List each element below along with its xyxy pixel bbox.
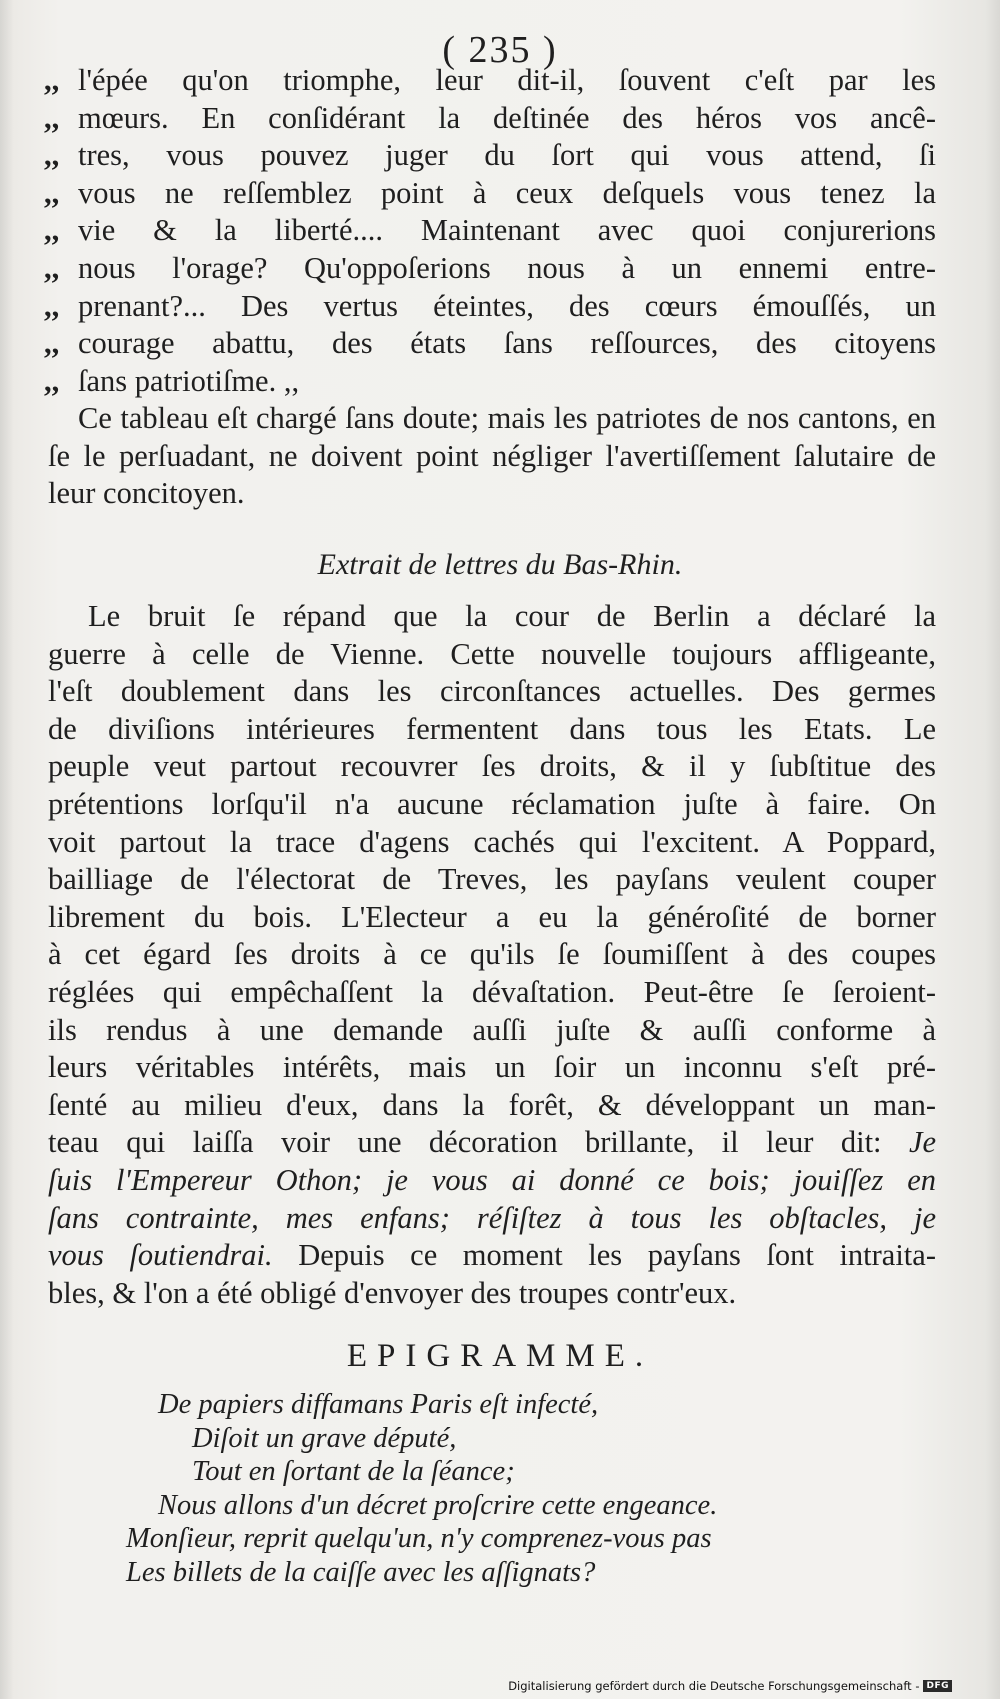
quote-line — [44, 250, 936, 288]
paragraph-line — [48, 636, 936, 674]
quote-line — [44, 363, 936, 401]
quote-line-text: vie & la liberté.... Maintenant avec quoi conjurerions — [78, 213, 936, 248]
line-text: leurs véritables intérêts, mais un ſoir un inconnu s'eſt pré- — [48, 1050, 936, 1085]
line-text: de diviſions intérieures fermentent dans tous les Etats. Le — [48, 711, 936, 746]
quote-line — [44, 212, 936, 250]
line-text: à cet égard ſes droits à ce qu'ils ſe ſoumiſſent à des coupes — [48, 937, 936, 972]
quote-line — [44, 137, 936, 175]
line-text: l'eſt doublement dans les circonſtances actuelles. Des germes — [48, 674, 936, 709]
line-text: bailliage de l'électorat de Treves, les payſans veulent couper — [48, 862, 936, 897]
paragraph-commentary: Ce tableau eſt chargé ſans doute; mais les patriotes de nos cantons, en ſe le perſuadant, ne doivent point négliger l'avertiſſement ſalutaire de leur concitoyen. — [48, 401, 936, 511]
paragraph-line — [48, 598, 936, 636]
line-text: peuple veut partout recouvrer ſes droits, & il y ſubſtitue des — [48, 749, 936, 784]
emperor-speech: ſuis l'Empereur Othon; je vous ai donné ce bois; jouiſſez en — [48, 1162, 936, 1197]
quote-mark: ,, — [44, 326, 60, 361]
paragraph-line — [48, 824, 936, 862]
quote-mark: ,, — [44, 100, 60, 135]
poem-line: Les billets de la caiſſe avec les aſſignats? — [126, 1557, 596, 1588]
poem-line: Diſoit un grave député, — [192, 1422, 457, 1454]
digitization-credit — [508, 1679, 952, 1693]
quote-line — [44, 175, 936, 213]
epigram-title: EPIGRAMME. — [346, 1338, 654, 1374]
quote-line — [44, 62, 936, 100]
line-text: librement du bois. L'Electeur a eu la généroſité de borner — [48, 899, 936, 934]
poem-line: Tout en ſortant de la ſéance; — [192, 1456, 515, 1488]
quote-mark: ,, — [44, 138, 60, 173]
section-title: Extrait de lettres du Bas-Rhin. — [317, 548, 683, 581]
paragraph-line — [48, 1124, 936, 1162]
emperor-speech-start: Je — [908, 1125, 937, 1160]
paragraph-line — [48, 1012, 936, 1050]
page-number: ( 235 ) — [442, 29, 558, 71]
quote-line — [44, 288, 936, 326]
line-text: bles, & l'on a été obligé d'envoyer des troupes contr'eux. — [48, 1275, 737, 1310]
line-text: voit partout la trace d'agens cachés qui l'excitent. A Poppard, — [48, 824, 936, 859]
quote-line-text: l'épée qu'on triomphe, leur dit-il, ſouvent c'eſt par les — [78, 63, 936, 97]
emperor-speech: ſans contrainte, mes enfans; réſiſtez à tous les obſtacles, je — [48, 1200, 936, 1235]
line-text: ils rendus à une demande auſſi juſte & auſſi conforme à — [48, 1012, 936, 1047]
line-text: ſenté au milieu d'eux, dans la forêt, & développant un man- — [48, 1087, 936, 1122]
poem-line: Nous allons d'un décret proſcrire cette engeance. — [158, 1489, 718, 1521]
paragraph-line — [48, 1237, 936, 1275]
paragraph-line — [48, 1049, 936, 1087]
line-text: Le bruit ſe répand que la cour de Berlin a déclaré la — [88, 599, 936, 633]
line-text: réglées qui empêchaſſent la dévaſtation. Peut-être ſe ſeroient- — [48, 974, 936, 1009]
poem-line: De papiers diffamans Paris eſt infecté, — [158, 1389, 599, 1420]
paragraph-line — [48, 936, 936, 974]
quote-line — [44, 325, 936, 363]
paragraph-line — [48, 1275, 936, 1313]
quote-line-text: ſans patriotiſme. ,, — [78, 363, 300, 398]
quote-mark: ,, — [44, 213, 60, 248]
paragraph-line — [48, 899, 936, 937]
paragraph-line — [48, 1087, 936, 1125]
line-text: Depuis ce moment les payſans ſont intraita- — [272, 1238, 936, 1273]
quoted-speech — [44, 62, 936, 400]
quote-mark: ,, — [44, 250, 60, 285]
poem-line: Monſieur, reprit quelqu'un, n'y comprenez-vous pas — [126, 1523, 712, 1555]
paragraph-line — [48, 711, 936, 749]
paragraph-news-report — [48, 598, 936, 1312]
quote-mark: ,, — [44, 288, 60, 323]
paragraph-line — [48, 974, 936, 1012]
quote-line-text: tres, vous pouvez juger du ſort qui vous attend, ſi — [78, 138, 936, 173]
paragraph-line — [48, 1200, 936, 1238]
quote-line — [44, 100, 936, 138]
quote-line-text: nous l'orage? Qu'oppoſerions nous à un ennemi entre- — [78, 250, 936, 285]
emperor-speech-end: vous ſoutiendrai. — [48, 1238, 273, 1273]
quote-line-text: courage abattu, des états ſans reſſources, des citoyens — [78, 326, 936, 361]
paragraph-line — [48, 1162, 936, 1200]
line-text: teau qui laiſſa voir une décoration brillante, il leur dit: — [48, 1125, 882, 1160]
footer-text: Digitalisierung gefördert durch die Deutsche Forschungsgemeinschaft - — [508, 1679, 920, 1693]
paragraph-line — [48, 786, 936, 824]
paragraph-line — [48, 748, 936, 786]
line-text: prétentions lorſqu'il n'a aucune réclamation juſte à faire. On — [48, 786, 936, 821]
quote-line-text: mœurs. En conſidérant la deſtinée des héros vos ancê- — [78, 100, 936, 135]
quote-mark: ,, — [44, 363, 60, 398]
quote-line-text: prenant?... Des vertus éteintes, des cœurs émouſſés, un — [78, 288, 936, 323]
paragraph-line — [48, 673, 936, 711]
dfg-logo: DFG — [923, 1680, 952, 1692]
quote-line-text: vous ne reſſemblez point à ceux deſquels vous tenez la — [78, 175, 936, 210]
quote-mark: ,, — [44, 63, 60, 97]
line-text: guerre à celle de Vienne. Cette nouvelle toujours affligeante, — [48, 636, 936, 671]
quote-mark: ,, — [44, 175, 60, 210]
paragraph-line — [48, 861, 936, 899]
